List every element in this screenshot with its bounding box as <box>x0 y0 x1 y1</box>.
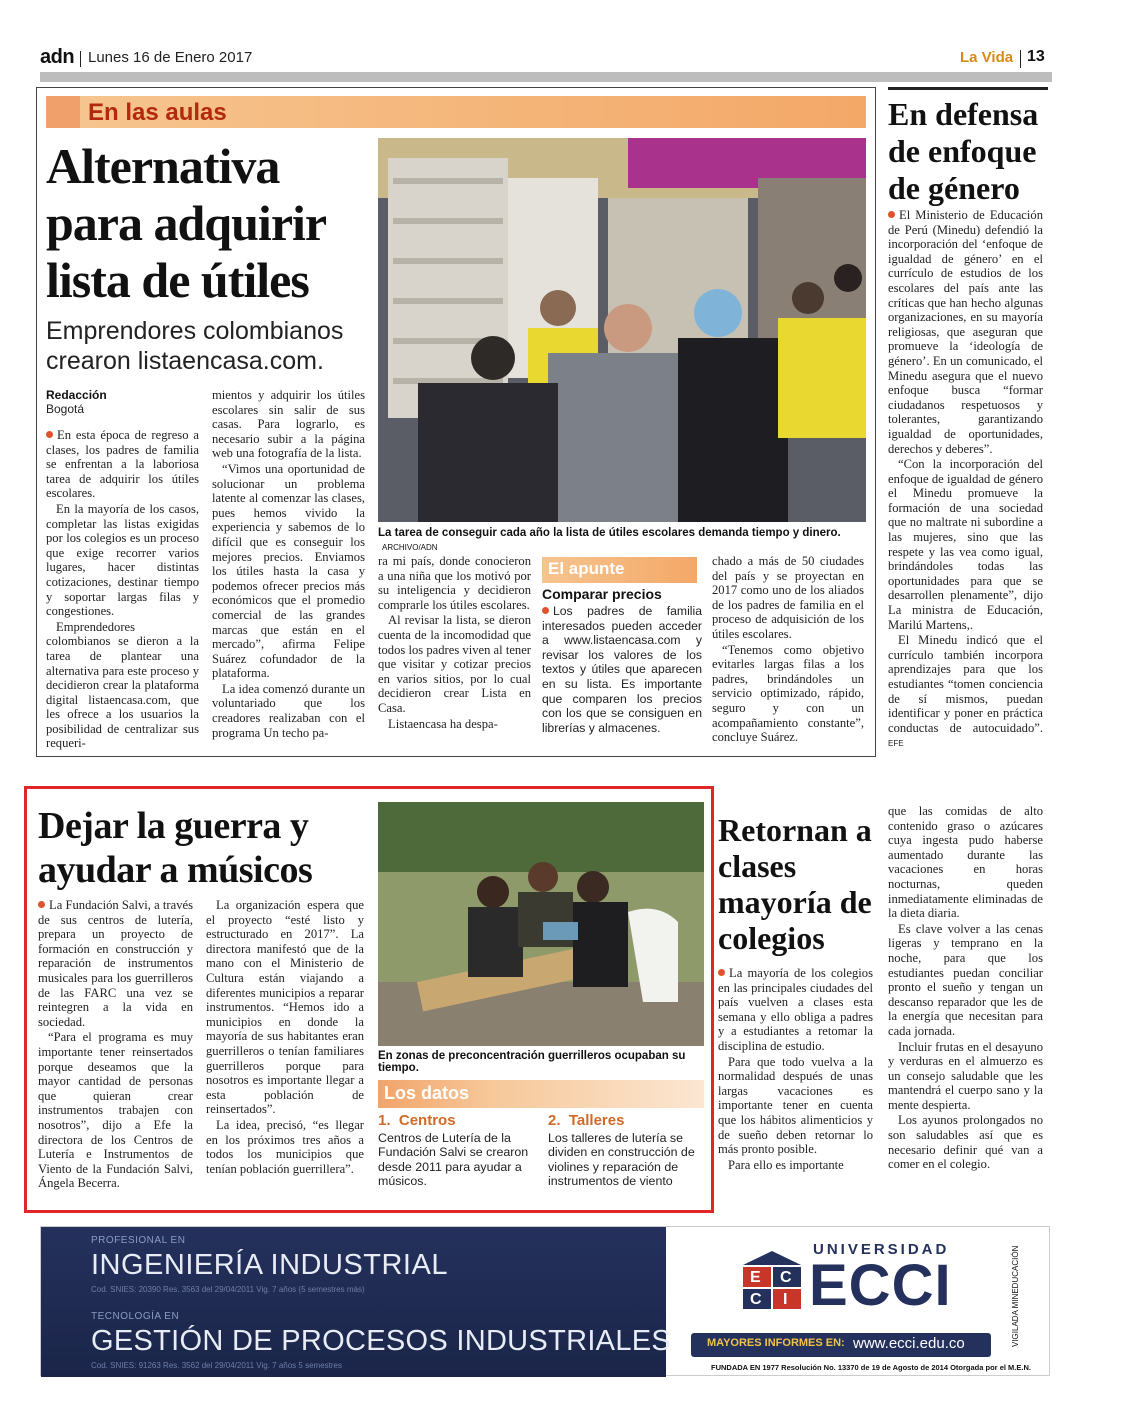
music-col-1 <box>38 898 193 1192</box>
ad-university-label: UNIVERSIDAD <box>813 1241 950 1258</box>
photo-caption: La tarea de conseguir cada año la lista de útiles escolares demanda tiempo y dinero. ARCHIVO/ADN <box>378 527 841 552</box>
bullet-icon <box>718 969 725 976</box>
dato-2-text: Los talleres de lutería se dividen en construcción de violines y reparación de instrumentos de viento <box>548 1131 695 1189</box>
logo-letter-c2: C <box>750 1291 762 1308</box>
dato-1-heading: 1. Centros <box>378 1112 456 1129</box>
ad-program-2: GESTIÓN DE PROCESOS INDUSTRIALES <box>91 1325 672 1357</box>
author: Redacción <box>46 388 107 402</box>
dato-2-heading: 2. Talleres <box>548 1112 625 1129</box>
paragraph: “Con la incorporación del enfoque de igualdad de género el Minedu promueve la formación de una sociedad que no maltrate ni subordine a las mujeres, sino que las respete y las vea como igual, brindándoles todas las oportunidades para que se desarrollen plenamente”, dijo La ministra de Educación, Marilú Martens,. <box>888 457 1043 632</box>
apunte-text: Los padres de familia interesados pueden acceder a www.listaencasa.com y revisar los valores de los textos y útiles que aparecen en su lista. Es importante que comparen los precios con los que se consiguen en librerías y almacenes. <box>542 604 702 735</box>
header-rule <box>40 72 1052 82</box>
luthiers-photo <box>378 802 704 1046</box>
section-label-marker <box>46 96 80 128</box>
article-subtitle: Emprendores colombianos crearon listaencasa.com. <box>46 317 344 375</box>
schools-col-2 <box>888 804 1043 1173</box>
ecci-logo-icon <box>741 1249 803 1311</box>
music-title: Dejar la guerra y ayudar a músicos <box>38 805 313 891</box>
paragraph: ra mi país, donde conocieron a una niña que los motivó por su inteligencia y decidieron comprarle los útiles escolares. <box>378 554 531 612</box>
ad-kicker-2: TECNOLOGÍA EN <box>91 1311 180 1322</box>
paragraph: La idea comenzó durante un voluntariado que los creadores realizaban con el programa Un techo pa- <box>212 681 365 740</box>
paragraph: Incluir frutas en el desayuno y verduras en el almuerzo es un consejo saludable que les mantendrá el cuerpo sano y la mente despierta. <box>888 1039 1043 1112</box>
ecci-ad[interactable] <box>40 1226 1050 1376</box>
ad-side-text: VIGILADA MINEDUCACIÓN <box>1011 1245 1020 1347</box>
workshop-image <box>378 802 704 1046</box>
top-col-5 <box>712 554 864 746</box>
header-divider-right <box>1020 50 1021 68</box>
paragraph: Los ayunos prolongados no son saludables así que es necesario definir qué van a comer en el colegio. <box>888 1113 1043 1172</box>
top-col-2 <box>212 388 365 741</box>
page-header <box>40 46 1050 72</box>
author-location: Bogotá <box>46 402 85 416</box>
paragraph: La Fundación Salvi, a través de sus centros de lutería, prepara un proyecto de formación en construcción y reparación de instrumentos musicales para los guerrilleros de las FARC una vez se reintegren a la vida en sociedad. <box>38 898 193 1029</box>
header-date: Lunes 16 de Enero 2017 <box>88 49 253 66</box>
school-supplies-photo <box>378 138 866 522</box>
paragraph: La organización espera que el proyecto “esté listo y estructurado en 2017”. La directora manifestó que de la mano con el Ministerio de Cultura están viajando a diferentes municipios a reparar instrumentos. “Hemos ido a municipios en donde la mayoría de sus habitantes eran guerrilleros o tenían familiares guerrilleros porque para nosotros es importante llegar a esta población de reinsertados”. <box>206 898 364 1117</box>
schools-col-1 <box>718 966 873 1173</box>
paragraph: El Ministerio de Educación de Perú (Minedu) defendió la incorporación del ‘enfoque de igualdad de género’ en el currículo de estudios de los escolares del país ante las críticas que han hecho algunas organizaciones, en su mayoría religiosas, que aseguran que promueve la ‘ideología de género’. En un comunicado, el Minedu asegura que el nuevo enfoque busca “formar ciudadanos respetuosos y tolerantes, garantizando igualdad de oportunidades, derechos y deberes”. <box>888 208 1043 456</box>
logo-letter-e: E <box>750 1269 761 1286</box>
paragraph: En esta época de regreso a clases, los padres de familia se enfrentan a la laboriosa tarea de adquirir los útiles escolares. <box>46 428 199 501</box>
article-title: Alternativa para adquirir lista de útiles <box>46 138 326 308</box>
paragraph: Listaencasa ha despa- <box>388 716 498 731</box>
schools-title: Retornan a clases mayoría de colegios <box>718 812 872 956</box>
adn-logo: adn <box>40 46 75 68</box>
paragraph: La idea, precisó, “es llegar en los próximos tres años a todos los municipios que tenían población guerrillera”. <box>206 1117 364 1176</box>
paragraph: “Vimos una oportunidad de solucionar un problema latente al comenzar las clases, pues hemos vivido la experiencia y sabemos de lo difícil que es conseguir los mejores precios. Enviamos los útiles hasta la casa y podemos ofrecer precios más económicos que el promedio comercial de las grandes marcas que están en el mercado”, afirma Felipe Suárez cofundador de la plataforma. <box>212 461 365 681</box>
bullet-icon <box>38 901 45 908</box>
paragraph: Para ello es importante <box>728 1157 844 1172</box>
store-crowd-image <box>378 138 866 522</box>
ad-kicker-1: PROFESIONAL EN <box>91 1235 186 1246</box>
ad-website[interactable]: www.ecci.edu.co <box>853 1335 965 1352</box>
bullet-icon <box>888 211 895 218</box>
paragraph: “Para el programa es muy importante tener reinsertados porque deseamos que la mayor cantidad de personas que quieran crear instrumentos trabajen con nosotros”, dijo a Efe la directora de los Centros de Lutería e Instrumentos de Viento de la Fundación Salvi, Ángela Becerra. <box>38 1030 193 1191</box>
ad-founded: FUNDADA EN 1977 Resolución No. 13370 de 19 de Agosto de 2014 Otorgada por el M.E.N. <box>711 1363 1031 1372</box>
ad-program-1: INGENIERÍA INDUSTRIAL <box>91 1249 448 1281</box>
paragraph: La mayoría de los colegios en las principales ciudades del país vuelven a clases esta semana y ello obliga a padres y a estudiantes a retomar la disciplina de estudio. <box>718 966 873 1053</box>
dato-2 <box>548 1112 708 1189</box>
bullet-icon <box>46 431 53 438</box>
ad-fine-2: Cod. SNIES: 91263 Res. 3562 del 29/04/2011 Vig. 7 años 5 semestres <box>91 1361 342 1370</box>
paragraph: En la mayoría de los casos, completar las listas exigidas por los colegios es un proceso que exige recorrer varios lugares, hacer distintas cotizaciones, destinar tiempo y soportar largas filas y congestiones. <box>46 501 199 619</box>
header-divider <box>80 51 81 67</box>
music-photo-caption: En zonas de preconcentración guerrilleros ocupaban su tiempo. <box>378 1050 686 1074</box>
top-col-3 <box>378 554 531 732</box>
logo-letter-c1: C <box>780 1269 792 1286</box>
paragraph: Es clave volver a las cenas ligeras y temprano en la noche, para que los estudiantes puedan conciliar pronto el sueño y tengan un descanso reparador que les de la energía que necesitan para cada jornada. <box>888 921 1043 1038</box>
sidebar-body <box>888 208 1043 753</box>
dato-1 <box>378 1112 538 1189</box>
paragraph: Al revisar la lista, se dieron cuenta de la incomodidad que todos los padres viven al tener que visitar y cotizar precios en varios sitios, por lo cual decidieron crear Lista en Casa. <box>378 613 531 715</box>
section-label: En las aulas <box>88 99 227 126</box>
apunte-label: El apunte <box>548 559 625 578</box>
paragraph: El Minedu indicó que el currículo también incorpora aprendizajes para que los estudiantes “tomen conciencia de sí mismos, puedan identificar y poner en práctica conductas de autocuidado”. EFE <box>888 633 1043 749</box>
top-col-1 <box>46 428 199 752</box>
paragraph: que las comidas de alto contenido graso o azúcares cuya ingesta pudo haberse aumentado durante las vacaciones en horas nocturnas, queden inmediatamente eliminadas de la dieta diaria. <box>888 804 1043 921</box>
logo-letter-i: I <box>783 1291 788 1308</box>
paragraph: “Tenemos como objetivo evitarles largas filas a los padres, brindándoles un servicio optimizado, rápido, seguro y con un acompañamiento constante”, concluye Suárez. <box>712 642 864 745</box>
sidebar-rule <box>888 87 1048 90</box>
dato-1-text: Centros de Lutería de la Fundación Salvi se crearon desde 2011 para ayudar a músicos. <box>378 1131 529 1189</box>
sidebar-title: En defensa de enfoque de género <box>888 96 1039 206</box>
section-name: La Vida <box>960 49 1014 66</box>
ad-university-name: ECCI <box>809 1253 952 1318</box>
bullet-icon <box>542 607 549 614</box>
apunte-title: Comparar precios <box>542 586 662 602</box>
paragraph: mientos y adquirir los útiles escolares sin salir de sus casas. Para lograrlo, es necesario subir a la página web una fotografía de la lista. <box>212 388 365 461</box>
paragraph: chado a más de 50 ciudades del país y se proyectan en 2017 como uno de los aliados de los padres de familia en el proceso de adquisición de los útiles escolares. <box>712 554 864 641</box>
ad-info-label: MAYORES INFORMES EN: <box>707 1337 845 1349</box>
music-col-2 <box>206 898 364 1177</box>
page-number: 13 <box>1027 48 1045 65</box>
paragraph: Para que todo vuelva a la normalidad después de unas largas vacaciones es importante tener en cuenta que los hábitos alimenticios y de sueño deben retornar lo más pronto posible. <box>718 1054 873 1157</box>
paragraph: Emprendedores colombianos se dieron a la tarea de plantear una alternativa para este proceso y decidieron crear la plataforma digital listaencasa.com, que les ofrece a los usuarios la posibilidad de centralizar sus requeri- <box>46 619 199 751</box>
ad-fine-1: Cod. SNIES: 20390 Res. 3563 del 29/04/2011 Vig. 7 años (5 semestres más) <box>91 1285 365 1294</box>
datos-label: Los datos <box>384 1083 470 1103</box>
